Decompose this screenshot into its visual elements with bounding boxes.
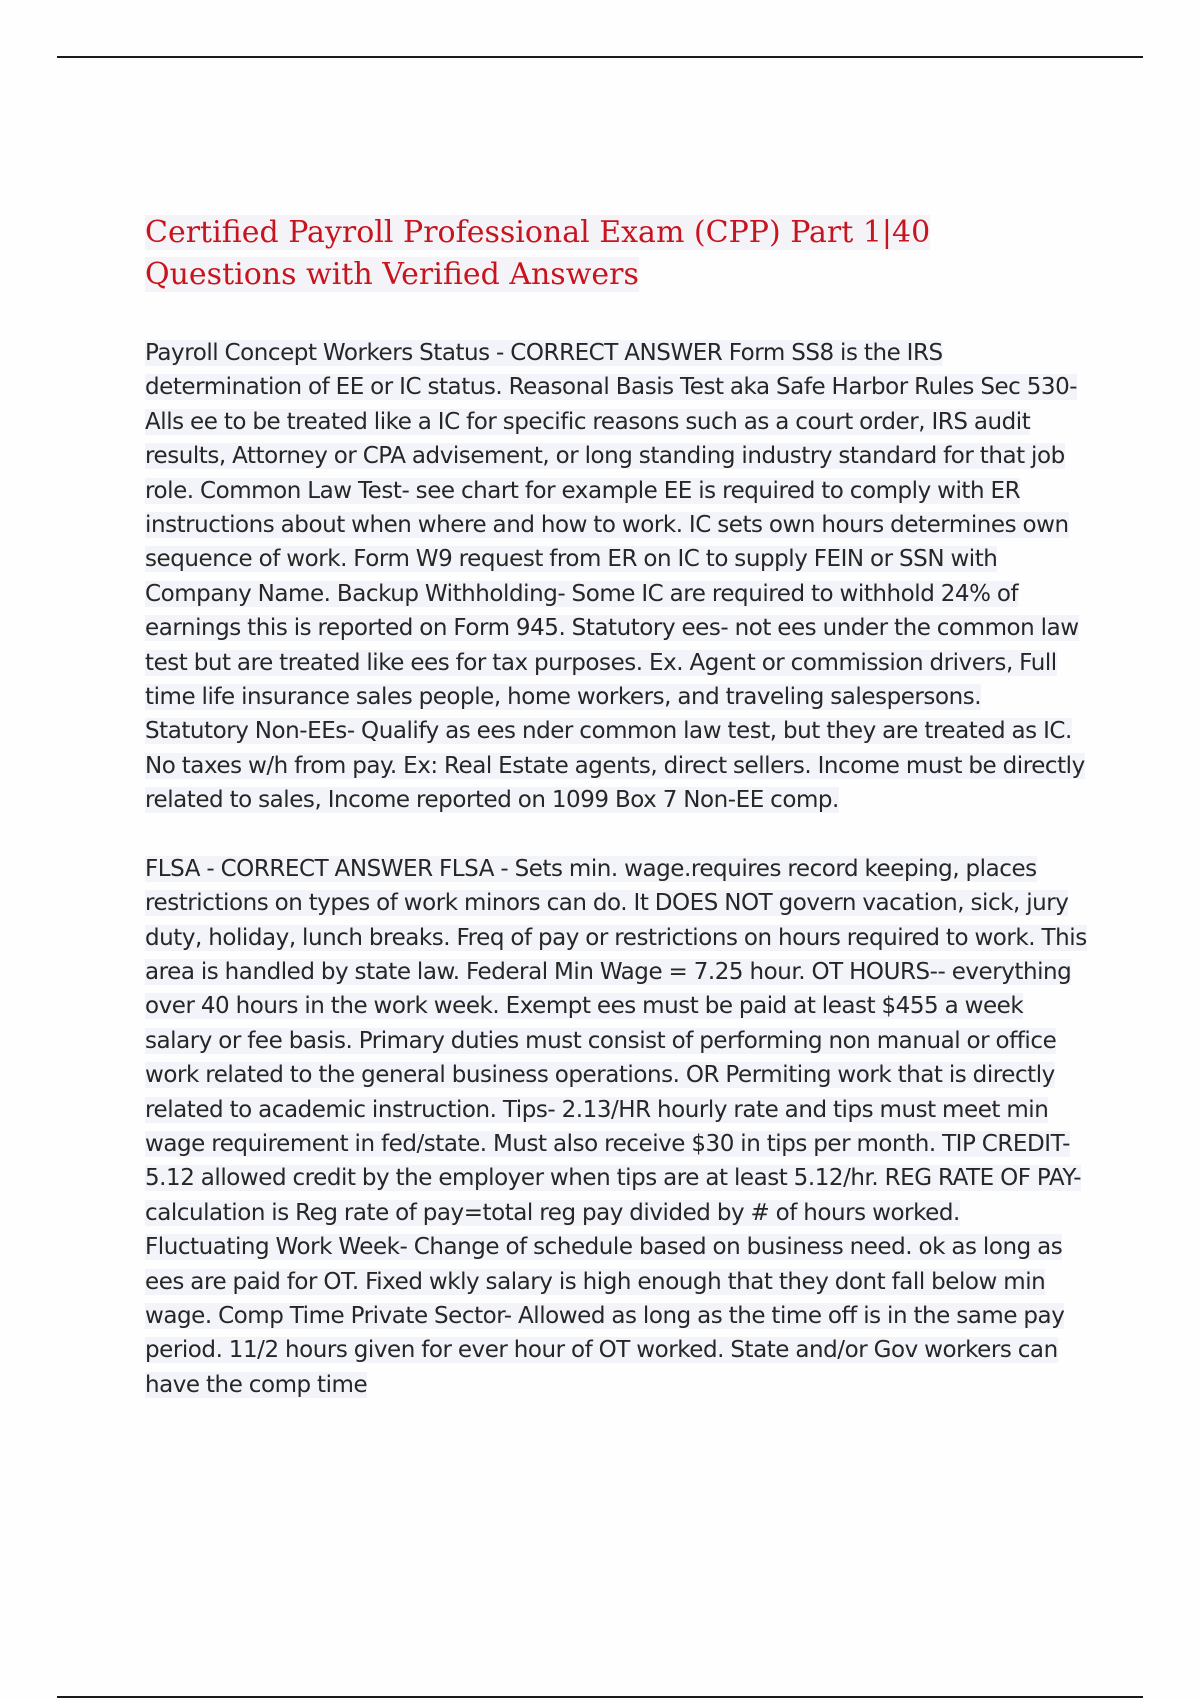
title-line-2: Questions with Verified Answers (145, 257, 639, 292)
paragraph-text: FLSA - CORRECT ANSWER FLSA - Sets min. wage.requires record keeping, places restrictions on types of work minors can do. It DOES NOT govern vacation, sick, jury duty, holiday, lunch breaks. Freq of pay or restrictions on hours required to work. This area is handled by state law. Federal Min Wage = 7.25 hour. OT HOURS-- everything over 40 hours in the work week. Exempt ees must be paid at least $455 a week salary or fee basis. Primary duties must consist of performing non manual or office work related to the general business operations. OR Permiting work that is directly related to academic instruction. Tips- 2.13/HR hourly rate and tips must meet min wage requirement in fed/state. Must also receive $30 in tips per month. TIP CREDIT- 5.12 allowed credit by the employer when tips are at least 5.12/hr. REG RATE OF PAY- calculation is Reg rate of pay=total reg pay divided by # of hours worked. Fluctuating Work Week- Change of schedule based on business need. ok as long as ees are paid for OT. Fixed wkly salary is high enough that they dont fall below min wage. Comp Time Private Sector- Allowed as long as the time off is in the same pay period. 11/2 hours given for ever hour of OT worked. State and/or Gov workers can have the comp time (145, 855, 1087, 1398)
document-title (145, 212, 1090, 296)
paragraph-text: Payroll Concept Workers Status - CORRECT ANSWER Form SS8 is the IRS determination of EE or IC status. Reasonal Basis Test aka Safe Harbor Rules Sec 530-Alls ee to be treated like a IC for specific reasons such as a court order, IRS audit results, Attorney or CPA advisement, or long standing industry standard for that job role. Common Law Test- see chart for example EE is required to comply with ER instructions about when where and how to work. IC sets own hours determines own sequence of work. Form W9 request from ER on IC to supply FEIN or SSN with Company Name. Backup Withholding- Some IC are required to withhold 24% of earnings this is reported on Form 945. Statutory ees- not ees under the common law test but are treated like ees for tax purposes. Ex. Agent or commission drivers, Full time life insurance sales people, home workers, and traveling salespersons. Statutory Non-EEs- Qualify as ees nder common law test, but they are treated as IC. No taxes w/h from pay. Ex: Real Estate agents, direct sellers. Income must be directly related to sales, Income reported on 1099 Box 7 Non-EE comp. (145, 340, 1085, 814)
title-line-1: Certified Payroll Professional Exam (CPP) Part 1|40 (145, 215, 931, 250)
top-rule (57, 56, 1143, 58)
document-body (145, 212, 1090, 1402)
bottom-rule (57, 1696, 1143, 1698)
paragraph-flsa (145, 852, 1090, 1403)
paragraph-workers-status (145, 336, 1090, 818)
